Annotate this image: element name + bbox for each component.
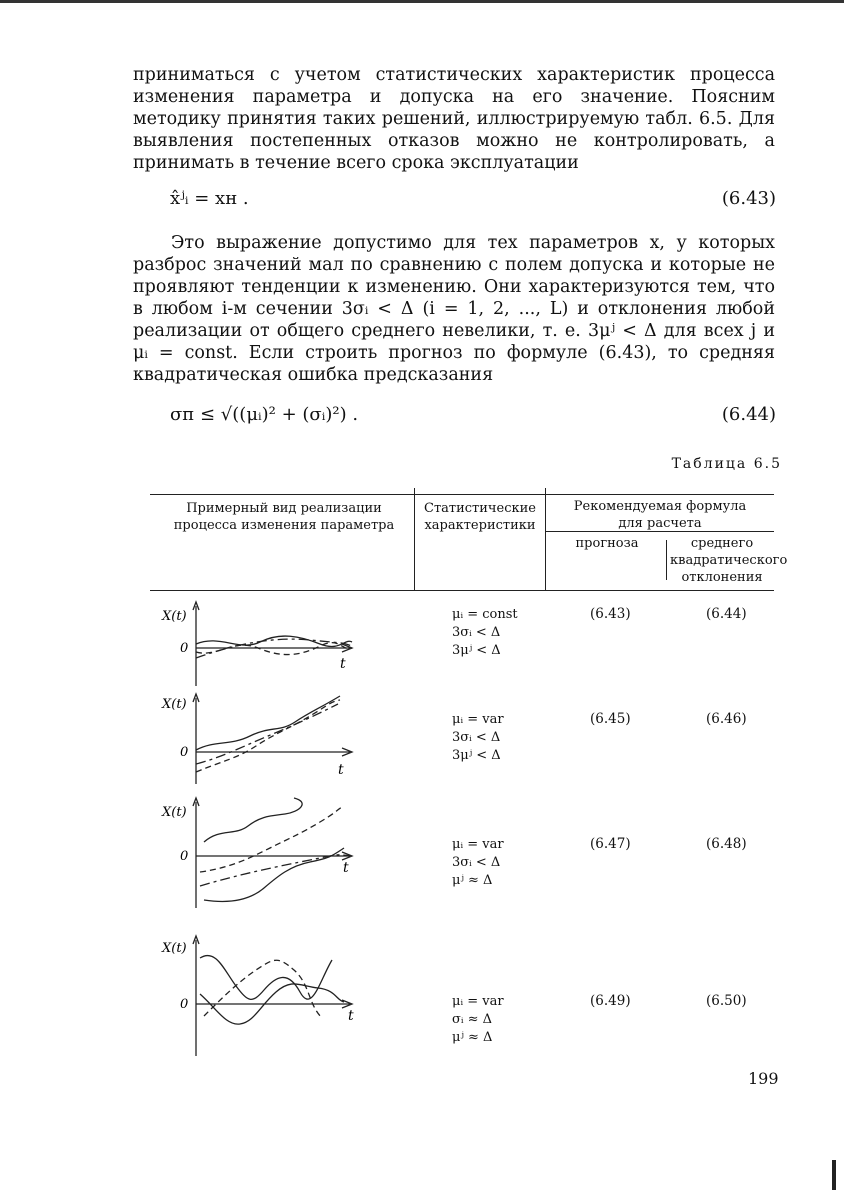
- char-mean: μᵢ = var: [452, 994, 504, 1009]
- char-mean: μᵢ = var: [452, 712, 504, 727]
- plot-zero: 0: [180, 997, 189, 1012]
- scan-edge-mark: [832, 1160, 836, 1190]
- plot-ylabel: X(t): [162, 697, 187, 712]
- curve-solid-4: [200, 955, 332, 999]
- table-top-rule: [150, 494, 774, 495]
- char-sigma: 3σᵢ < Δ: [452, 730, 501, 745]
- char-mu: 3μʲ < Δ: [452, 748, 501, 763]
- equation-6-43: x̂ʲᵢ = xн .: [170, 188, 249, 209]
- realization-plot-3: [160, 792, 375, 912]
- curve-dashdot-3: [200, 855, 350, 886]
- plot-ylabel: X(t): [162, 941, 187, 956]
- plot-t: t: [340, 656, 346, 672]
- header-statistics: Статистические характеристики: [424, 501, 536, 533]
- forecast-formula: (6.45): [590, 711, 631, 727]
- plot-zero: 0: [180, 641, 189, 656]
- deviation-formula: (6.48): [706, 836, 747, 852]
- paragraph-1: приниматься с учетом статистических характеристик процесса изменения параметра и допуска на его значение. Поясним методику принятия таких решений, иллюстрируемую табл. 6.5. Для выявления постепенных отказов можно не контролировать, а принимать в течение всего срока эксплуатации: [133, 65, 775, 173]
- plot-t: t: [348, 1008, 354, 1024]
- header-formula: Рекомендуемая формула для расчета: [573, 499, 747, 531]
- plot-zero: 0: [180, 849, 189, 864]
- deviation-formula: (6.46): [706, 711, 747, 727]
- plot-zero: 0: [180, 745, 189, 760]
- header-forecast: прогноза: [575, 536, 639, 551]
- realization-plot-4: [160, 930, 375, 1058]
- char-mean: μᵢ = const: [452, 607, 518, 622]
- equation-number-6-44: (6.44): [721, 404, 776, 425]
- plot-ylabel: X(t): [162, 805, 187, 820]
- deviation-formula: (6.50): [706, 993, 747, 1009]
- plot-t: t: [338, 762, 344, 778]
- curve-solid-3a: [204, 798, 302, 842]
- forecast-formula: (6.49): [590, 993, 631, 1009]
- curve-dashed-4: [204, 960, 322, 1018]
- realization-plot-2: [160, 688, 375, 788]
- equation-6-44: σп ≤ √((μᵢ)² + (σᵢ)²) .: [170, 404, 359, 425]
- page-number: 199: [748, 1069, 779, 1088]
- realization-plot-1: [160, 596, 375, 688]
- plot-t: t: [343, 860, 349, 876]
- header-realization: Примерный вид реализации процесса изменения параметра: [173, 501, 395, 533]
- char-mu: μʲ ≈ Δ: [452, 1030, 493, 1045]
- table-col-divider-3: [666, 540, 667, 580]
- plot-ylabel: X(t): [162, 609, 187, 624]
- page-top-edge: [0, 0, 844, 3]
- char-sigma: 3σᵢ < Δ: [452, 855, 501, 870]
- table-header-bottom-rule: [150, 590, 774, 591]
- char-sigma: σᵢ ≈ Δ: [452, 1012, 493, 1027]
- curve-dashdot-2: [196, 704, 338, 764]
- forecast-formula: (6.43): [590, 606, 631, 622]
- header-deviation: среднего квадратического отклонения: [670, 536, 788, 585]
- char-mu: μʲ ≈ Δ: [452, 873, 493, 888]
- curve-solid-2: [196, 696, 340, 750]
- char-mean: μᵢ = var: [452, 837, 504, 852]
- table-col-divider-1: [414, 488, 415, 590]
- forecast-formula: (6.47): [590, 836, 631, 852]
- char-mu: 3μʲ < Δ: [452, 643, 501, 658]
- char-sigma: 3σᵢ < Δ: [452, 625, 501, 640]
- table-col-divider-2: [545, 488, 546, 590]
- paragraph-2: Это выражение допустимо для тех параметров x, у которых разброс значений мал по сравнению с полем допуска и которые не проявляют тенденции к изменению. Они характеризуются тем, что в любом i-м сечении 3σᵢ < Δ (i = 1, 2, ..., L) и отклонения любой реализации от общего среднего невелики, т. е. 3μʲ < Δ для всех j и μᵢ = const. Если строить прогноз по формуле (6.43), то средняя квадратическая ошибка предсказания: [133, 233, 775, 385]
- deviation-formula: (6.44): [706, 606, 747, 622]
- table-caption: Таблица 6.5: [671, 456, 782, 472]
- equation-number-6-43: (6.43): [721, 188, 776, 209]
